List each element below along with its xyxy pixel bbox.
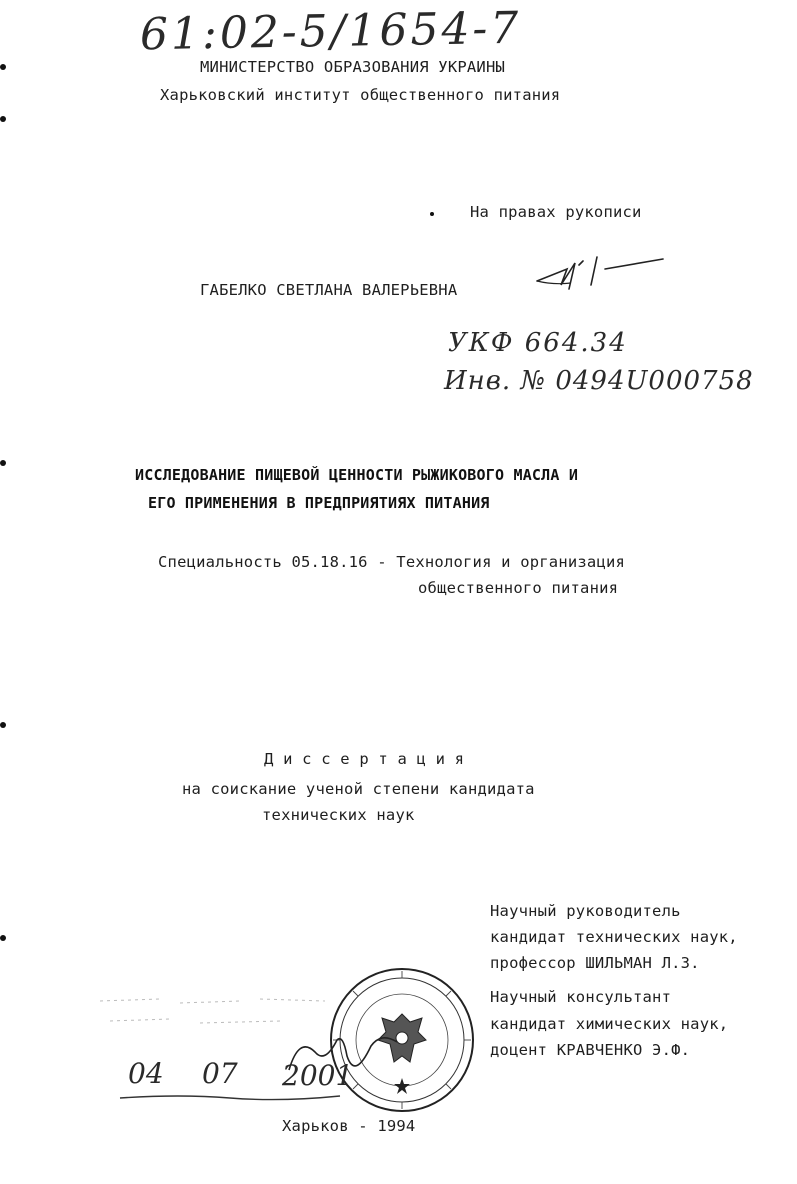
degree-line-1: на соискание ученой степени кандидата	[182, 780, 535, 798]
date-underline	[120, 1092, 340, 1102]
advisor-name: профессор ШИЛЬМАН Л.З.	[490, 954, 700, 972]
date-day: 04	[128, 1057, 164, 1090]
date-year: 2001	[282, 1059, 354, 1092]
dissertation-heading: Д и с с е р т а ц и я	[264, 750, 465, 768]
consultant-role: Научный консультант	[490, 988, 672, 1006]
consultant-name: доцент КРАВЧЕНКО Э.Ф.	[490, 1041, 691, 1059]
advisor-degree: кандидат технических наук,	[490, 928, 738, 946]
date-month: 07	[202, 1057, 238, 1090]
ministry-heading: МИНИСТЕРСТВО ОБРАЗОВАНИЯ УКРАИНЫ	[200, 58, 506, 76]
thesis-title-line-2: ЕГО ПРИМЕНЕНИЯ В ПРЕДПРИЯТИЯХ ПИТАНИЯ	[148, 494, 490, 512]
degree-line-2: технических наук	[262, 806, 415, 824]
author-name: ГАБЕЛКО СВЕТЛАНА ВАЛЕРЬЕВНА	[200, 281, 458, 299]
city-year: Харьков - 1994	[282, 1117, 416, 1135]
margin-mark	[0, 935, 6, 941]
margin-mark	[0, 116, 6, 122]
udc-code: УКФ 664.34	[448, 328, 628, 358]
advisor-role: Научный руководитель	[490, 902, 681, 920]
thesis-title-line-1: ИССЛЕДОВАНИЕ ПИЩЕВОЙ ЦЕННОСТИ РЫЖИКОВОГО МАСЛА И	[135, 466, 579, 484]
margin-mark	[0, 460, 6, 466]
faint-marks	[100, 995, 330, 1035]
manuscript-note: На правах рукописи	[470, 203, 642, 221]
consultant-degree: кандидат химических наук,	[490, 1015, 729, 1033]
margin-mark	[430, 212, 434, 216]
specialty-line-2: общественного питания	[418, 579, 619, 597]
archive-code: 61:02-5/1654-7	[139, 2, 522, 61]
margin-mark	[0, 64, 6, 70]
inventory-number: Инв. № 0494U000758	[444, 366, 754, 396]
stamp-signature	[285, 1030, 405, 1090]
author-signature	[535, 255, 675, 295]
margin-mark	[0, 722, 6, 728]
institute-name: Харьковский институт общественного питания	[160, 86, 561, 104]
specialty-line-1: Специальность 05.18.16 - Технология и организация	[158, 553, 626, 571]
